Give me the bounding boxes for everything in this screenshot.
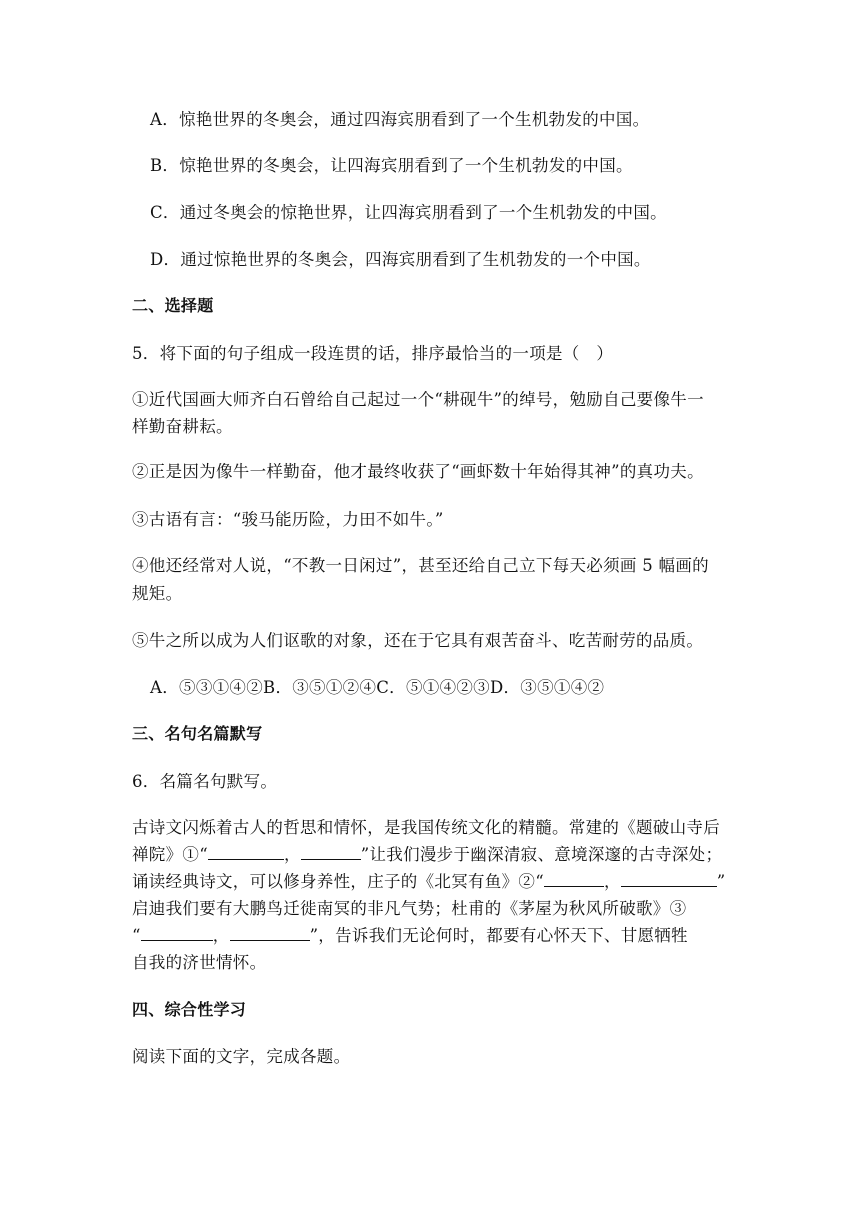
passage-text: ， [603, 872, 621, 891]
sentence-3: ③古语有言：“骏马能历险，力田不如牛。” [132, 510, 444, 529]
passage-text: 禅院》①“ [132, 845, 208, 864]
passage-text: ， [212, 926, 230, 945]
answer-blank-3[interactable] [544, 868, 604, 887]
question-6: 6．名篇名句默写。 [132, 772, 278, 791]
passage-text: ”，告诉我们无论何时，都要有心怀天下、甘愿牺牲 [309, 926, 688, 945]
section-heading-integrated: 四、综合性学习 [132, 1000, 247, 1019]
passage-line-2 [132, 841, 722, 869]
passage-line-5 [132, 922, 688, 950]
answer-blank-6[interactable] [230, 922, 310, 941]
passage-line-6: 自我的济世情怀。 [132, 953, 267, 972]
passage-text: 诵读经典诗文，可以修身养性，庄子的《北冥有鱼》②“ [132, 872, 544, 891]
section-heading-recitation: 三、名句名篇默写 [132, 724, 263, 743]
passage-text: ” [716, 872, 726, 891]
option-a: A．惊艳世界的冬奥会，通过四海宾朋看到了一个生机勃发的中国。 [150, 110, 650, 129]
sentence-2: ②正是因为像牛一样勤奋，他才最终收获了“画虾数十年始得其神”的真功夫。 [132, 462, 704, 481]
sentence-4-line-2: 规矩。 [132, 584, 183, 603]
question-5-options: A．⑤③①④②B．③⑤①②④C．⑤①④②③D．③⑤①④② [150, 678, 605, 697]
question-5: 5．将下面的句子组成一段连贯的话，排序最恰当的一项是（ ） [132, 344, 614, 363]
answer-blank-2[interactable] [301, 841, 361, 860]
passage-line-4: 启迪我们要有大鹏鸟迁徙南冥的非凡气势；杜甫的《茅屋为秋风所破歌》③ [132, 899, 687, 918]
answer-blank-4[interactable] [621, 868, 717, 887]
passage-text: ”让我们漫步于幽深清寂、意境深邃的古寺深处； [360, 845, 723, 864]
option-d: D．通过惊艳世界的冬奥会，四海宾朋看到了生机勃发的一个中国。 [150, 250, 651, 269]
option-c: C．通过冬奥会的惊艳世界，让四海宾朋看到了一个生机勃发的中国。 [150, 203, 667, 222]
answer-blank-1[interactable] [208, 841, 284, 860]
passage-line-1: 古诗文闪烁着古人的哲思和情怀，是我国传统文化的精髓。常建的《题破山寺后 [132, 818, 720, 837]
sentence-5: ⑤牛之所以成为人们讴歌的对象，还在于它具有艰苦奋斗、吃苦耐劳的品质。 [132, 631, 704, 650]
passage-text: “ [132, 926, 141, 945]
passage-line-3 [132, 868, 726, 896]
sentence-1-line-2: 样勤奋耕耘。 [132, 417, 233, 436]
answer-blank-5[interactable] [141, 922, 213, 941]
sentence-4-line-1: ④他还经常对人说，“不教一日闲过”，甚至还给自己立下每天必须画 5 幅画的 [132, 556, 709, 575]
passage-text: ， [283, 845, 301, 864]
sentence-1-line-1: ①近代国画大师齐白石曾给自己起过一个“耕砚牛”的绰号，勉励自己要像牛一 [132, 390, 704, 409]
section-heading-choice: 二、选择题 [132, 296, 214, 315]
option-b: B．惊艳世界的冬奥会，让四海宾朋看到了一个生机勃发的中国。 [150, 156, 633, 175]
section-4-intro: 阅读下面的文字，完成各题。 [132, 1047, 351, 1066]
